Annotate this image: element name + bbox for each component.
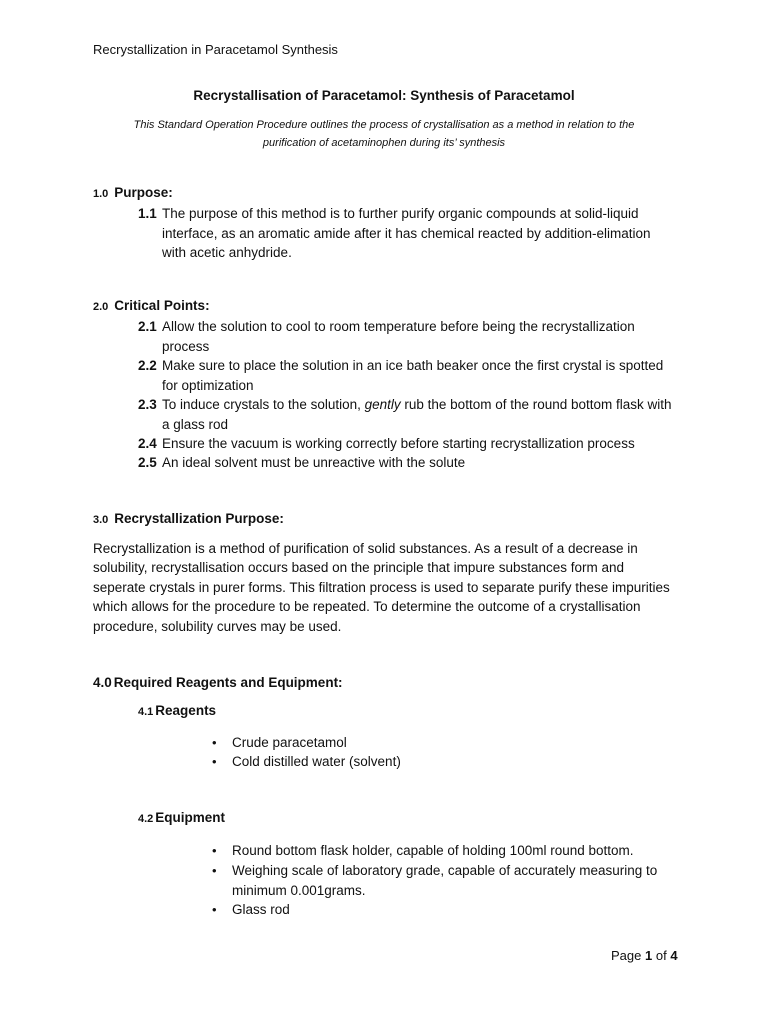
total-pages-number: 4 <box>670 948 678 963</box>
item-text: Ensure the vacuum is working correctly before starting recrystallization process <box>162 436 635 451</box>
document-title: Recrystallisation of Paracetamol: Synthesis of Paracetamol <box>193 88 575 103</box>
subsection-number: 4.1 <box>138 706 154 718</box>
section-number: 2.0 <box>93 301 109 313</box>
section-4-heading <box>93 675 343 690</box>
section-number: 3.0 <box>93 514 109 526</box>
item-number: 1.1 <box>138 206 157 221</box>
current-page-number: 1 <box>645 948 653 963</box>
subsection-equipment-heading <box>138 810 225 825</box>
item-text: An ideal solvent must be unreactive with the solute <box>162 455 466 470</box>
list-item <box>212 733 672 753</box>
bullet-icon: • <box>212 843 217 858</box>
item-text: Cold distilled water (solvent) <box>232 754 401 769</box>
section-3-paragraph: Recrystallization is a method of purification of solid substances. As a result of a decrease in solubility, recrystallisation occurs based on the principle that impure substances form and seperate crystals in purer forms. This filtration process is used to separate purify these impurities which allows for the procedure to be repeated. To determine the outcome of a crystallisation procedure, solubility curves may be used. <box>93 541 670 634</box>
subsection-title: Equipment <box>155 810 226 825</box>
section-2-heading <box>93 298 210 313</box>
page-number-footer <box>611 948 678 963</box>
list-item <box>212 900 672 920</box>
of-word: of <box>655 948 667 963</box>
section-number: 1.0 <box>93 188 109 200</box>
item-number: 2.2 <box>138 358 157 373</box>
item-text <box>162 395 678 434</box>
item-text-emphasis: gently <box>364 397 401 412</box>
document-subtitle: This Standard Operation Procedure outlines the process of crystallisation as a method in relation to the purification of acetaminophen during its’ synthesis <box>133 119 635 149</box>
item-number: 2.5 <box>138 455 157 470</box>
section-title: Critical Points: <box>114 298 210 313</box>
item-number: 2.4 <box>138 436 157 451</box>
list-item <box>138 317 678 356</box>
subsection-title: Reagents <box>155 703 217 718</box>
list-item <box>212 752 672 772</box>
list-item <box>138 395 678 434</box>
list-item <box>138 356 678 395</box>
running-header: Recrystallization in Paracetamol Synthesis <box>93 42 338 57</box>
bullet-icon: • <box>212 863 217 878</box>
list-item <box>212 841 672 861</box>
item-text: Allow the solution to cool to room temperature before being the recrystallization process <box>162 319 635 354</box>
item-number: 2.3 <box>138 397 157 412</box>
item-text: The purpose of this method is to further purify organic compounds at solid-liquid interface, as an aromatic amide after it has chemical reacted by addition-elimation with acetic anhydride. <box>162 206 651 260</box>
list-item <box>138 204 678 263</box>
page-word: Page <box>611 948 642 963</box>
item-text: Glass rod <box>232 902 290 917</box>
list-item <box>138 434 678 454</box>
bullet-icon: • <box>212 735 217 750</box>
item-text-part: rub the bottom of the round bottom flask with a glass rod <box>162 397 672 432</box>
section-3-heading <box>93 511 284 526</box>
item-text: Weighing scale of laboratory grade, capable of accurately measuring to minimum 0.001grams. <box>232 863 658 898</box>
bullet-icon: • <box>212 902 217 917</box>
list-item <box>138 453 678 473</box>
item-text: Make sure to place the solution in an ice bath beaker once the first crystal is spotted for optimization <box>162 358 664 393</box>
section-title: Recrystallization Purpose: <box>114 511 284 526</box>
section-number: 4.0 <box>93 675 112 690</box>
subsection-reagents-heading <box>138 703 216 718</box>
item-text: Crude paracetamol <box>232 735 347 750</box>
subsection-number: 4.2 <box>138 813 154 825</box>
list-item <box>212 861 672 900</box>
section-title: Required Reagents and Equipment: <box>113 675 343 690</box>
item-text: Round bottom flask holder, capable of holding 100ml round bottom. <box>232 843 634 858</box>
section-1-heading <box>93 185 173 200</box>
bullet-icon: • <box>212 754 217 769</box>
section-title: Purpose: <box>114 185 173 200</box>
item-text-part: To induce crystals to the solution, <box>162 397 365 412</box>
item-number: 2.1 <box>138 319 157 334</box>
